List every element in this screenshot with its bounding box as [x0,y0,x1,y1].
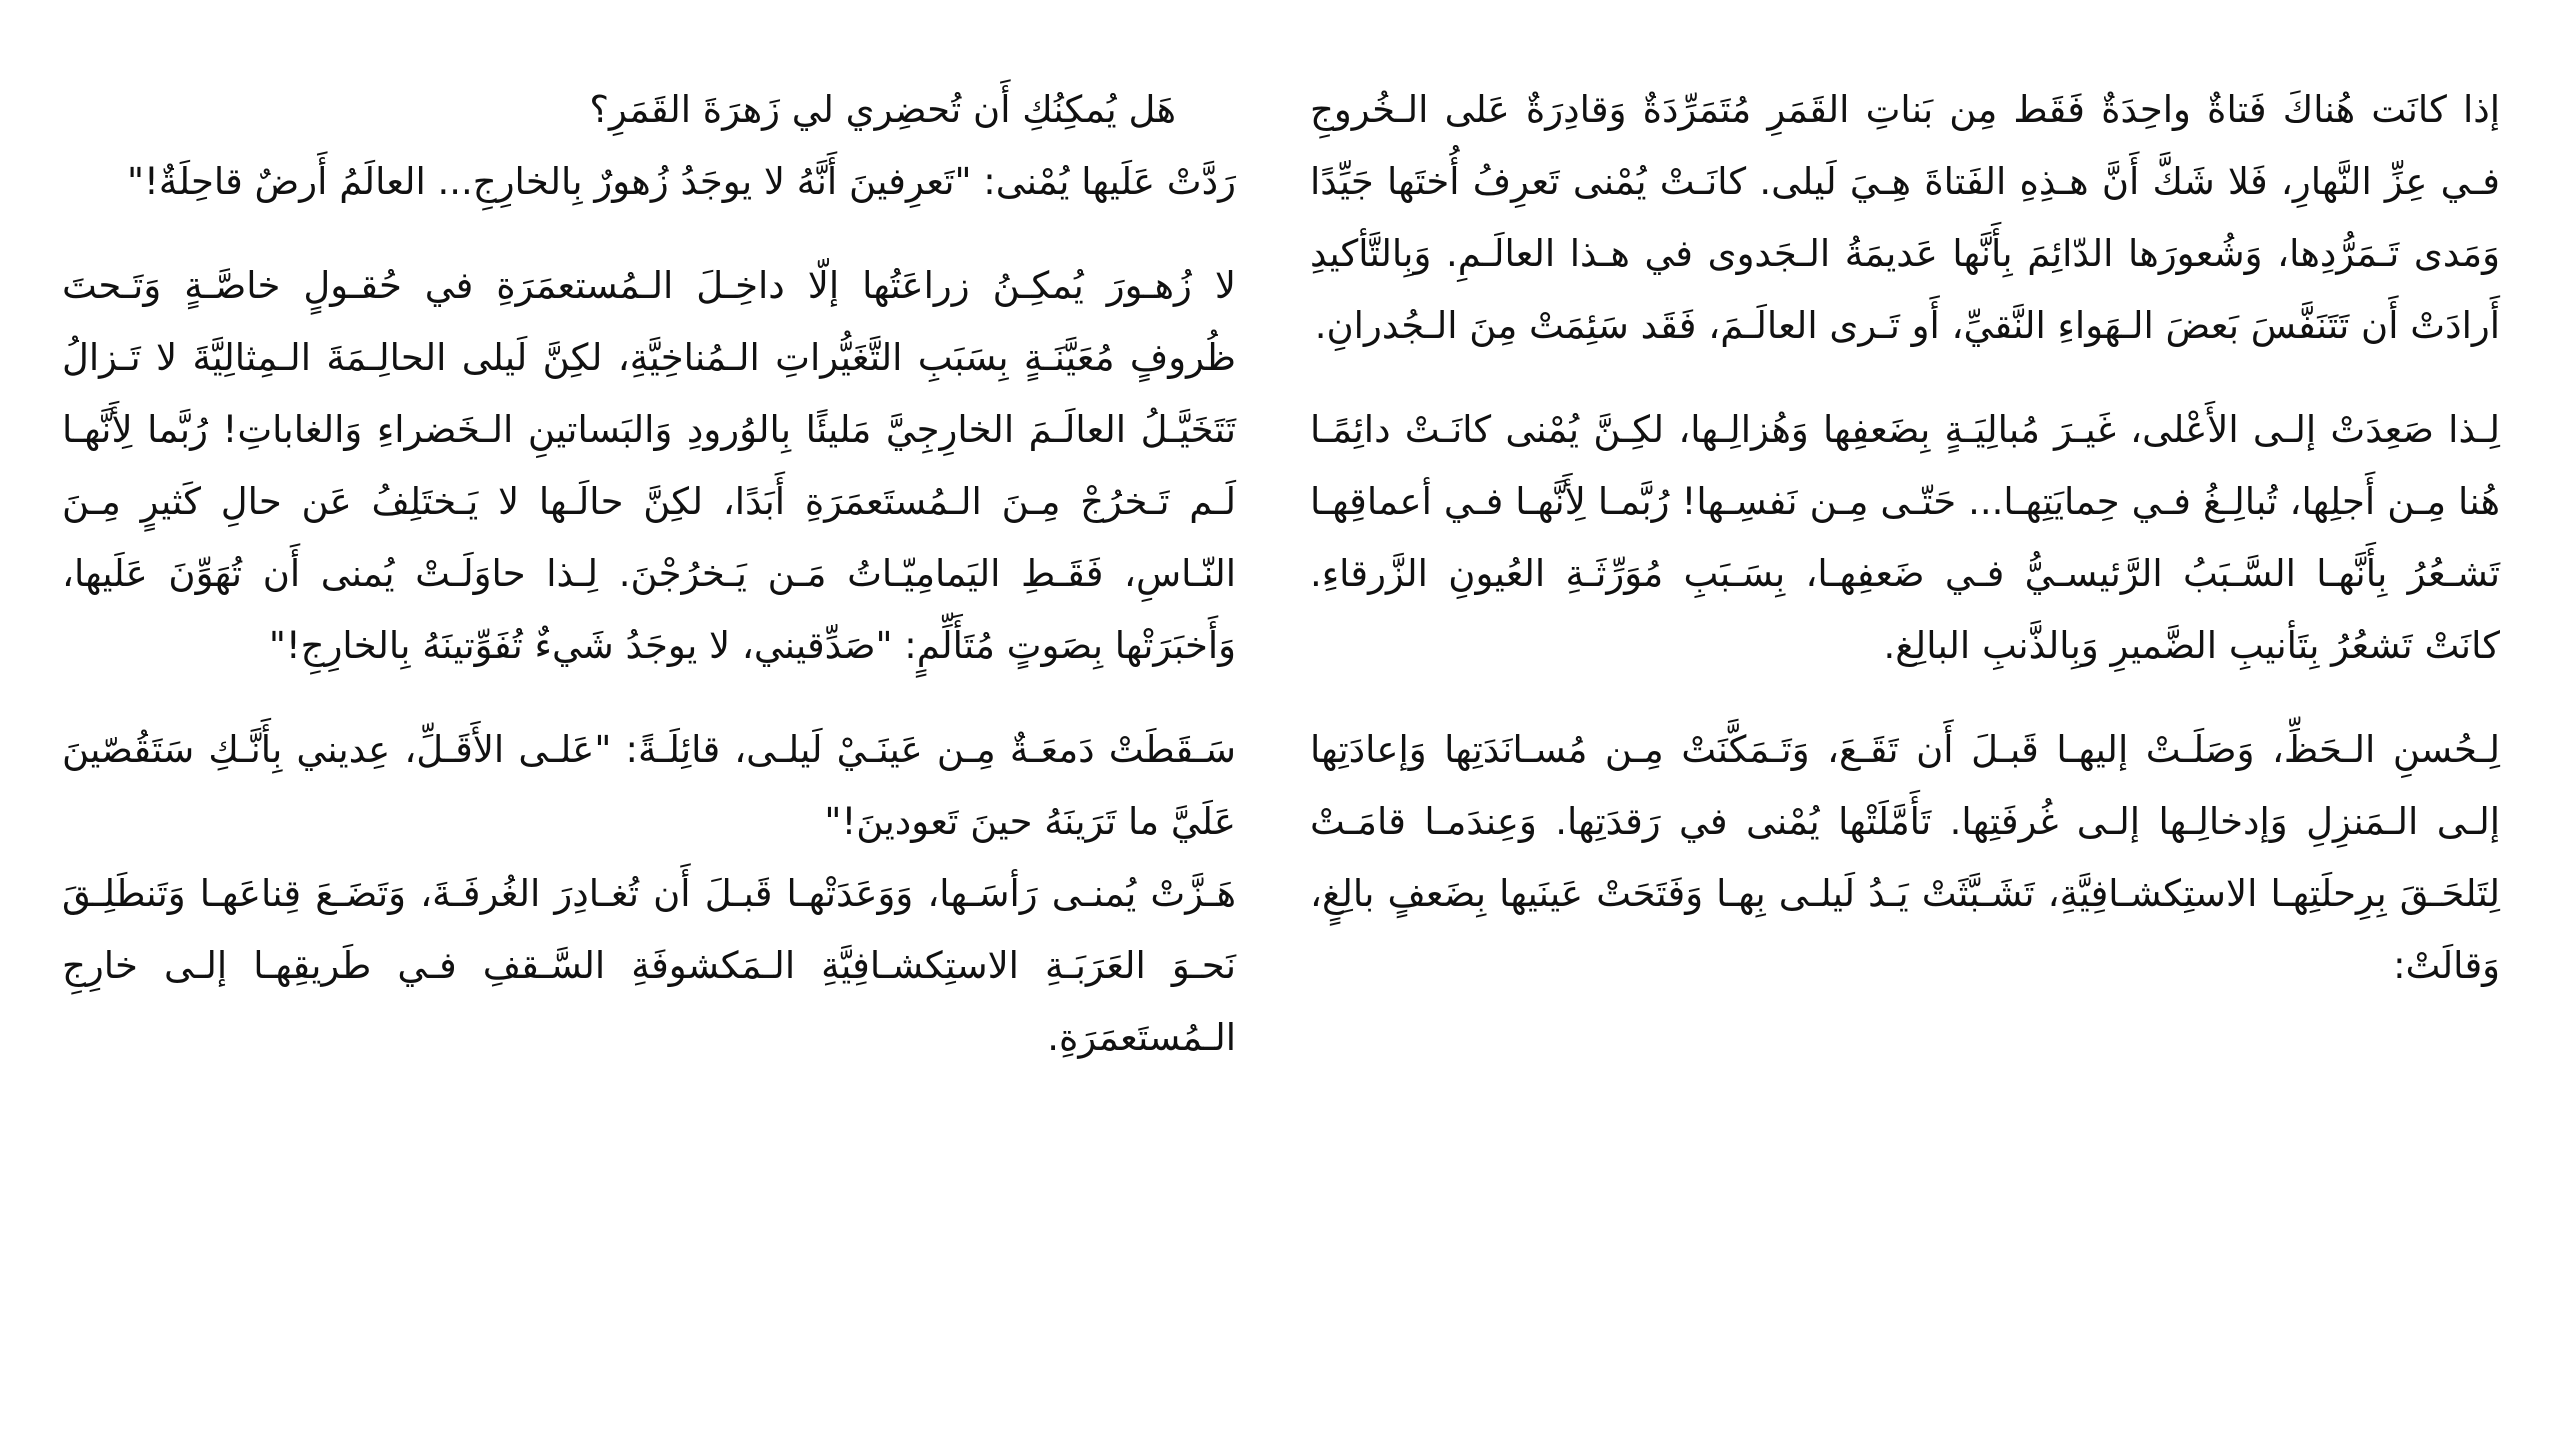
left-text-column [62,74,1236,1074]
dialogue-no-flowers-outside: رَدَّتْ عَلَيها يُمْنى: "تَعرِفينَ أَنَّهُ لا يوجَدُ زُهورٌ بِالخارِجِ... العالَمُ أَرضٌ قاحِلَةٌ!" [127,160,1236,203]
paragraph-caught-her: لِـحُسنِ الـحَظِّ، وَصَلَـتْ إليهـا قَبـلَ أَن تَقَـعَ، وَتَـمَكَّنَتْ مِـن مُسـانَدَتِها وَإعادَتِها إلـى الـمَنزِلِ وَإدخالِـها إلـى غُرفَتِها. تَأَمَّلَتْها يُمْنى في رَقدَتِها. وَعِندَمـا قامَـتْ لِتَلحَـقَ بِرِحلَتِهـا الاستِكشـافِيَّةِ، تَشَـبَّثَتْ يَـدُ لَيلـى بِهـا وَفَتَحَتْ عَينَيها بِضَعفٍ بالِغٍ، وَقالَتْ: [1310,728,2500,987]
paragraph-flowers-colony: لا زُهـورَ يُمكِـنُ زراعَتُها إلّا داخِـلَ الـمُستعمَرَةِ في حُقـولٍ خاصَّـةٍ وَتَـحتَ ظُروفٍ مُعَيَّنَـةٍ بِسَبَبِ التَّغَيُّراتِ الـمُناخِيَّةِ، لكِنَّ لَيلى الحالِـمَةَ الـمِثالِيَّةَ لا تَـزالُ تَتَخَيَّـلُ العالَـمَ الخارِجِيَّ مَليئًا بِالوُرودِ وَالبَساتينِ الـخَضراءِ وَالغاباتِ! رُبَّما لِأَنَّهـا لَـم تَـخرُجْ مِـنَ الـمُستَعمَرَةِ أَبَدًا، لكِنَّ حالَـها لا يَـختَلِفُ عَن حالِ كَثيرٍ مِـنَ النّـاسِ، فَقَـطِ اليَمامِيّـاتُ مَـن يَـخرُجْنَ. لِـذا حاوَلَـتْ يُمنى أَن تُهَوِّنَ عَلَيها، وَأَخبَرَتْها بِصَوتٍ مُتَأَلِّمٍ: "صَدِّقيني، لا يوجَدُ شَيءٌ تُفَوِّتينَهُ بِالخارِجِ!" [62,264,1236,667]
paragraph-climbed-upstairs: لِـذا صَعِدَتْ إلـى الأَعْلى، غَيـرَ مُبالِيَـةٍ بِضَعفِها وَهُزالِـها، لكِـنَّ يُمْنى كانَـتْ دائِمًـا هُنا مِـن أَجلِها، تُبالِـغُ فـي حِمايَتِهـا... حَتّـى مِـن نَفسِـها! رُبَّمـا لِأَنَّهـا فـي أعماقِهـا تَشـعُرُ بِأَنَّهـا السَّـبَبُ الرَّئيسـيُّ فـي ضَعفِهـا، بِسَـبَبِ مُوَرِّثَـةِ العُيونِ الزَّرقاءِ. كانَتْ تَشعُرُ بِتَأنيبِ الضَّميرِ وَبِالذَّنبِ البالِغ. [1310,408,2500,667]
dialogue-moon-flower-request: هَل يُمكِنُكِ أَن تُحضِري لي زَهرَةَ القَمَرِ؟ [589,88,1176,131]
paragraph-layla-rebellious: إذا كانَت هُناكَ فَتاةٌ واحِدَةٌ فَقَط مِن بَناتِ القَمَرِ مُتَمَرِّدَةٌ وَقادِرَةٌ عَلى الـخُروجِ فـي عِزِّ النَّهارِ، فَلا شَكَّ أَنَّ هـذِهِ الفَتاةَ هِـيَ لَيلى. كانَـتْ يُمْنى تَعرِفُ أُختَها جَيِّدًا وَمَدى تَـمَرُّدِها، وَشُعورَها الدّائِمَ بِأَنَّها عَديمَةُ الـجَدوى في هـذا العالَـمِ. وَبِالتَّأكيدِ أَرادَتْ أَن تَتَنَفَّسَ بَعضَ الـهَواءِ النَّقيِّ، أَو تَـرى العالَـمَ، فَقَد سَئِمَتْ مِنَ الـجُدرانِ. [1310,88,2500,347]
paragraph-yumna-leaves: هَـزَّتْ يُمنـى رَأسَـها، وَوَعَدَتْهـا قَبـلَ أَن تُغـادِرَ الغُرفَـةَ، وَتَضَـعَ قِناعَهـا وَتَنطَلِـقَ نَحـوَ العَرَبَـةِ الاستِكشـافِيَّةِ الـمَكشوفَةِ السَّـقفِ فـي طَريقِهـا إلـى خارِجِ الـمُستَعمَرَةِ. [62,872,1236,1059]
paragraph-tear-promise: سَـقَطَتْ دَمعَـةٌ مِـن عَينَـيْ لَيلـى، قائِلَـةً: "عَلـى الأَقَـلِّ، عِديني بِأَنَّـكِ سَتَقُصّينَ عَلَيَّ ما تَرَينَهُ حينَ تَعودينَ!" [62,728,1236,843]
right-text-column [1310,74,2500,1002]
